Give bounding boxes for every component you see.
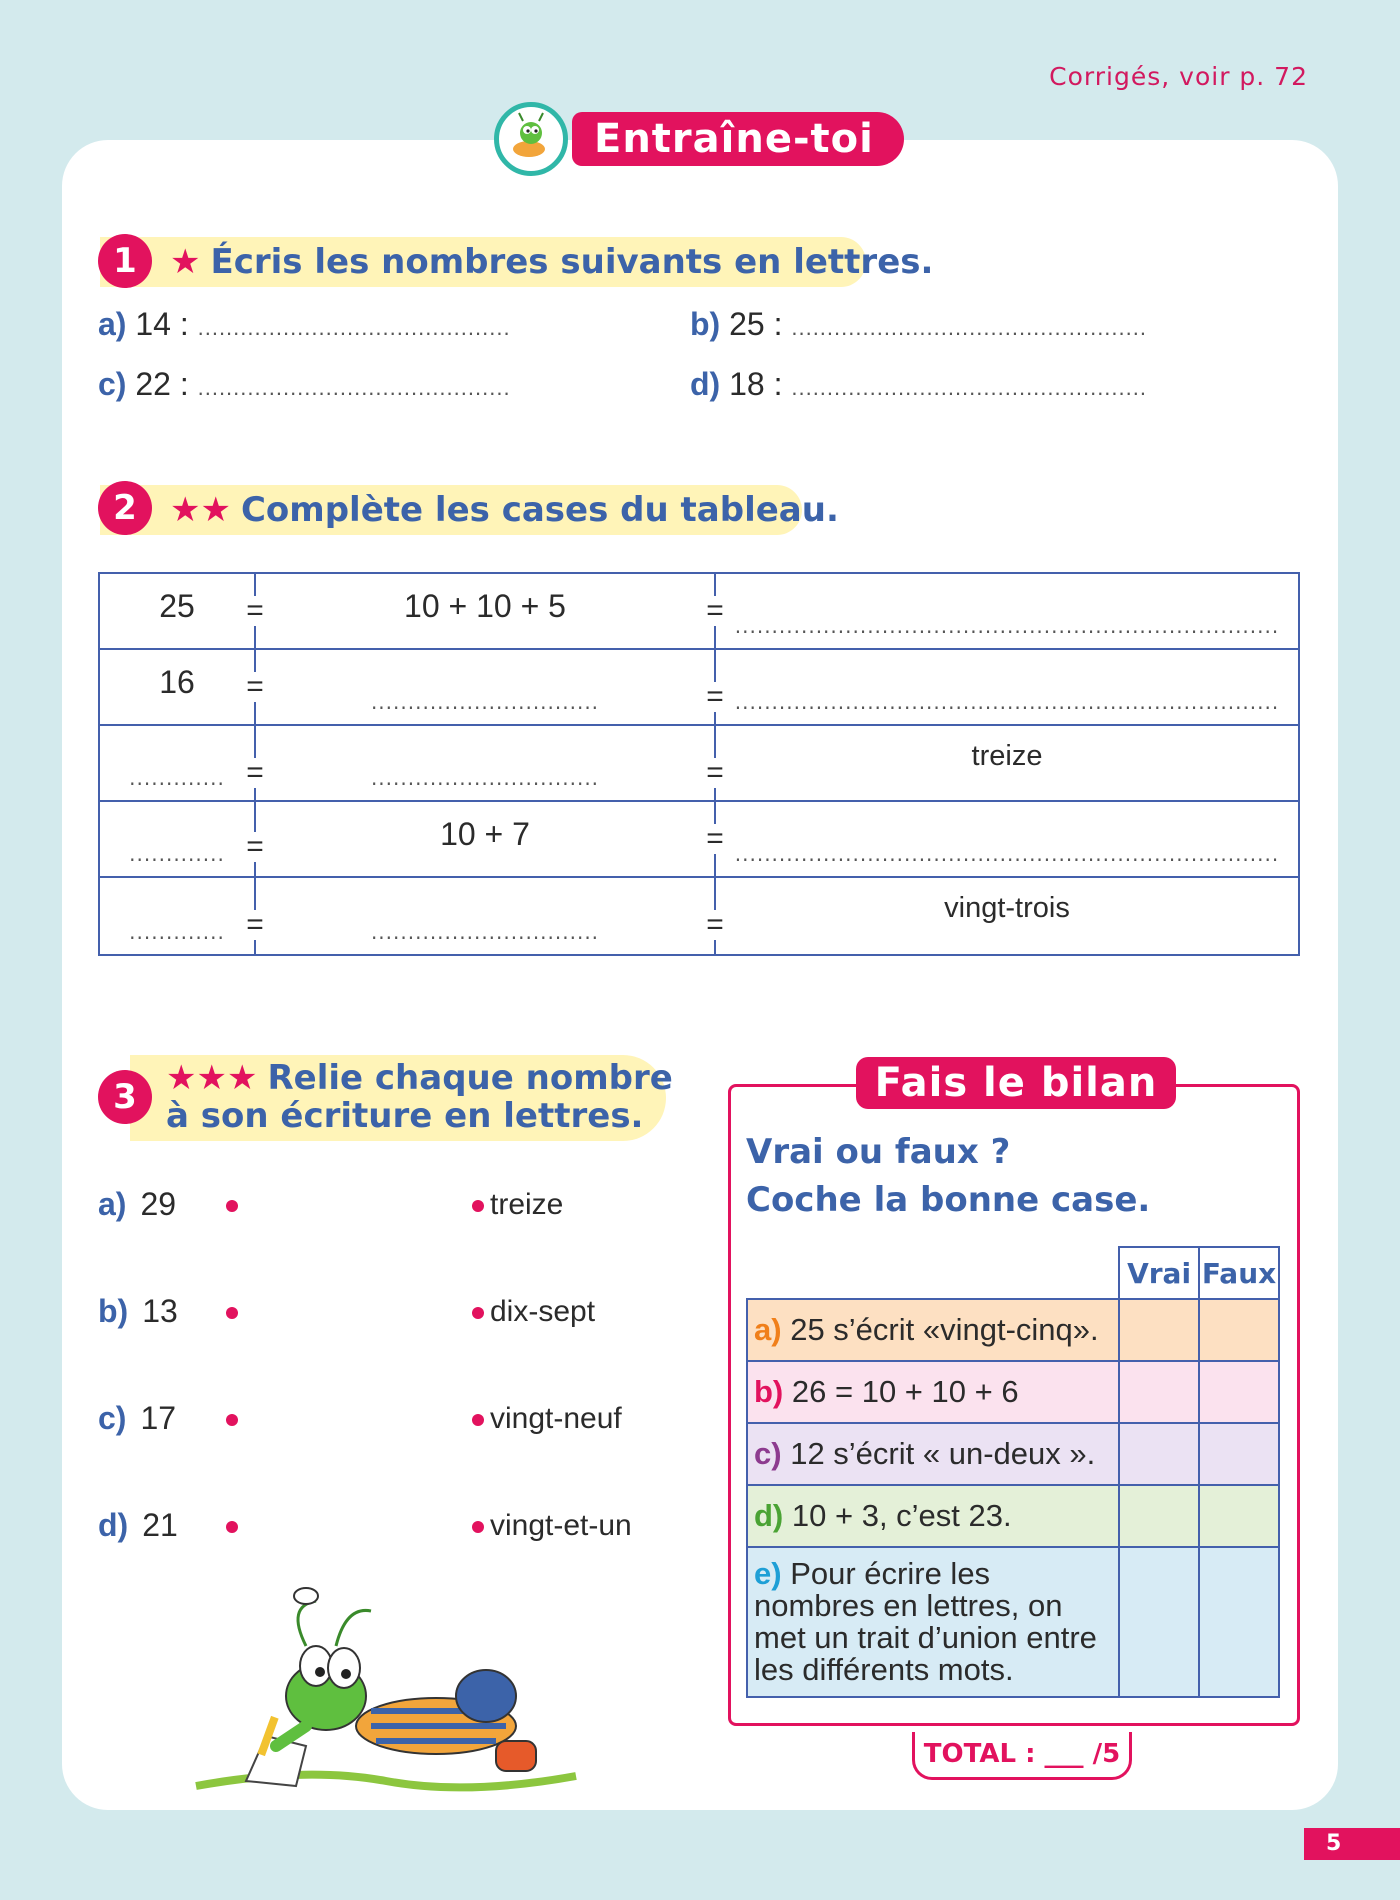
table-cell-number[interactable] [100, 878, 264, 954]
statement [747, 1485, 1119, 1547]
ex3-word: vingt-et-un [490, 1509, 632, 1542]
table-row [100, 878, 1298, 954]
ex3-word: treize [490, 1188, 564, 1221]
table-row [100, 726, 1298, 802]
ex3-word: vingt-neuf [490, 1402, 622, 1435]
statement-label: d) [754, 1498, 784, 1533]
ex3-value: 17 [140, 1400, 177, 1436]
cell-value: 16 [159, 664, 195, 700]
link-dot-left[interactable] [226, 1521, 238, 1533]
equals-sign: = [702, 824, 728, 854]
link-dot-right[interactable] [472, 1521, 484, 1533]
checkbox-vrai[interactable] [1119, 1423, 1199, 1485]
ex2-stars: ★★ [170, 490, 231, 530]
bilan-header-row [747, 1247, 1279, 1299]
mascot-badge-icon [494, 102, 568, 176]
statement-label: e) [754, 1556, 782, 1591]
checkbox-vrai[interactable] [1119, 1361, 1199, 1423]
statement [747, 1547, 1119, 1697]
answer-blank[interactable]: ............................... [370, 920, 600, 944]
ex3-left-item-d [98, 1507, 178, 1544]
table-row [100, 650, 1298, 726]
ex3-value: 13 [142, 1293, 178, 1329]
ex1-item-text: 22 : [135, 366, 189, 402]
bilan-question-line1: Vrai ou faux ? [746, 1132, 1011, 1172]
equals-sign: = [242, 910, 268, 940]
ex1-item-label: d) [690, 366, 721, 402]
ex3-instruction-line1: Relie chaque nombre [267, 1058, 673, 1098]
table-cell-words [716, 726, 1298, 800]
table-row [747, 1485, 1279, 1547]
table-cell-number[interactable] [100, 726, 264, 800]
equals-sign: = [242, 596, 268, 626]
ex3-word: dix-sept [490, 1295, 596, 1328]
table-cell-sum[interactable] [256, 878, 724, 954]
answer-blank[interactable]: .................................................. [791, 315, 1147, 340]
answer-blank[interactable]: ............................... [370, 690, 600, 714]
table-cell-sum [256, 574, 724, 648]
table-cell-number [100, 574, 264, 648]
link-dot-right[interactable] [472, 1414, 484, 1426]
bilan-title: Fais le bilan [856, 1057, 1176, 1109]
bilan-question-line2: Coche la bonne case. [746, 1180, 1151, 1220]
answer-blank[interactable]: ............. [129, 920, 225, 944]
ex2-instruction-banner [100, 485, 839, 535]
checkbox-faux[interactable] [1199, 1423, 1279, 1485]
table-cell-sum[interactable] [256, 650, 724, 724]
ex1-item-label: b) [690, 306, 721, 342]
table-cell-number [100, 650, 264, 724]
equals-sign: = [242, 758, 268, 788]
ex3-left-item-c [98, 1400, 176, 1437]
table-cell-words[interactable] [716, 650, 1298, 724]
table-cell-sum[interactable] [256, 726, 724, 800]
link-dot-left[interactable] [226, 1307, 238, 1319]
table-cell-number[interactable] [100, 802, 264, 876]
ex3-value: 21 [142, 1507, 178, 1543]
checkbox-faux[interactable] [1199, 1485, 1279, 1547]
corriges-note: Corrigés, voir p. 72 [1049, 62, 1308, 91]
answer-blank[interactable]: ............................................ [197, 315, 511, 340]
answer-blank[interactable]: .................................................. [791, 375, 1147, 400]
ex1-item-d [690, 366, 1147, 403]
col-faux: Faux [1199, 1247, 1279, 1299]
ex3-stars: ★★★ [166, 1058, 258, 1098]
ex3-label: c) [98, 1400, 127, 1436]
checkbox-vrai[interactable] [1119, 1299, 1199, 1361]
table-cell-words [716, 878, 1298, 954]
ex3-right-item [472, 1402, 622, 1436]
statement-text: 10 + 3, c’est 23. [791, 1498, 1012, 1533]
ex3-value: 29 [140, 1186, 177, 1222]
statement-text: 12 s’écrit « un-deux ». [790, 1436, 1096, 1471]
ex3-label: a) [98, 1186, 127, 1222]
link-dot-right[interactable] [472, 1200, 484, 1212]
table-row [747, 1299, 1279, 1361]
link-dot-left[interactable] [226, 1414, 238, 1426]
equals-sign: = [702, 910, 728, 940]
equals-sign: = [702, 682, 728, 712]
ex1-item-text: 18 : [729, 366, 783, 402]
cell-value: 10 + 10 + 5 [404, 588, 566, 624]
ex2-table [98, 572, 1300, 956]
answer-blank[interactable]: ............................................ [197, 375, 511, 400]
ex1-stars: ★ [170, 242, 201, 282]
ex1-item-a [98, 306, 511, 343]
page-title: Entraîne-toi ! [572, 112, 904, 166]
cell-value: 10 + 7 [440, 816, 530, 852]
link-dot-right[interactable] [472, 1307, 484, 1319]
statement-text: 26 = 10 + 10 + 6 [791, 1374, 1019, 1409]
grasshopper-mascot-icon [186, 1586, 586, 1810]
table-row [747, 1547, 1279, 1697]
ex3-label: d) [98, 1507, 129, 1543]
cell-value: 25 [159, 588, 195, 624]
bilan-table [746, 1246, 1280, 1698]
equals-sign: = [242, 672, 268, 702]
ex3-left-item-a [98, 1186, 176, 1223]
ex3-left-item-b [98, 1293, 178, 1330]
checkbox-faux[interactable] [1199, 1361, 1279, 1423]
ex1-instruction: Écris les nombres suivants en lettres. [210, 242, 934, 282]
checkbox-vrai[interactable] [1119, 1547, 1199, 1697]
statement-label: a) [754, 1312, 782, 1347]
ex1-item-label: a) [98, 306, 127, 342]
ex3-number: 3 [98, 1070, 152, 1124]
table-row [747, 1361, 1279, 1423]
table-row [100, 574, 1298, 650]
ex3-right-item [472, 1295, 595, 1329]
checkbox-vrai[interactable] [1119, 1485, 1199, 1547]
ex1-instruction-banner [100, 237, 934, 287]
ex3-label: b) [98, 1293, 129, 1329]
blank-header [747, 1247, 1119, 1299]
ex3-instruction-banner [130, 1055, 673, 1141]
answer-blank[interactable]: .......................................................................... [734, 842, 1280, 866]
ex1-item-label: c) [98, 366, 127, 402]
statement [747, 1299, 1119, 1361]
ex2-instruction: Complète les cases du tableau. [240, 490, 839, 530]
ex3-right-item [472, 1188, 563, 1222]
table-row [100, 802, 1298, 878]
statement-text: 25 s’écrit «vingt-cinq». [790, 1312, 1099, 1347]
statement [747, 1361, 1119, 1423]
ex3-instruction-line2: à son écriture en lettres. [166, 1096, 644, 1136]
answer-blank[interactable]: ............. [129, 766, 225, 790]
ex1-item-text: 25 : [729, 306, 783, 342]
table-cell-words[interactable] [716, 802, 1298, 876]
checkbox-faux[interactable] [1199, 1299, 1279, 1361]
equals-sign: = [242, 832, 268, 862]
bilan-question [746, 1128, 1150, 1224]
statement [747, 1423, 1119, 1485]
statement-text: Pour écrire les nombres en lettres, on met un trait d’union entre les différents mots. [754, 1556, 1097, 1687]
ex3-right-item [472, 1509, 632, 1543]
ex1-item-text: 14 : [135, 306, 189, 342]
statement-label: b) [754, 1374, 784, 1409]
link-dot-left[interactable] [226, 1200, 238, 1212]
statement-label: c) [754, 1436, 782, 1471]
ex1-item-c [98, 366, 511, 403]
total-score: TOTAL : ___ /5 [912, 1732, 1132, 1780]
answer-blank[interactable]: .......................................................................... [734, 614, 1280, 638]
checkbox-faux[interactable] [1199, 1547, 1279, 1697]
cell-value: treize [971, 740, 1043, 772]
cell-value: vingt-trois [944, 892, 1070, 924]
answer-blank[interactable]: ............. [129, 842, 225, 866]
answer-blank[interactable]: ............................... [370, 766, 600, 790]
table-row [747, 1423, 1279, 1485]
page-number: 5 [1304, 1828, 1400, 1860]
ex1-number: 1 [98, 234, 152, 288]
ex2-number: 2 [98, 481, 152, 535]
table-cell-words[interactable] [716, 574, 1298, 648]
col-vrai: Vrai [1119, 1247, 1199, 1299]
answer-blank[interactable]: .......................................................................... [734, 690, 1280, 714]
ex1-item-b [690, 306, 1147, 343]
equals-sign: = [702, 596, 728, 626]
equals-sign: = [702, 758, 728, 788]
table-cell-sum [256, 802, 724, 876]
